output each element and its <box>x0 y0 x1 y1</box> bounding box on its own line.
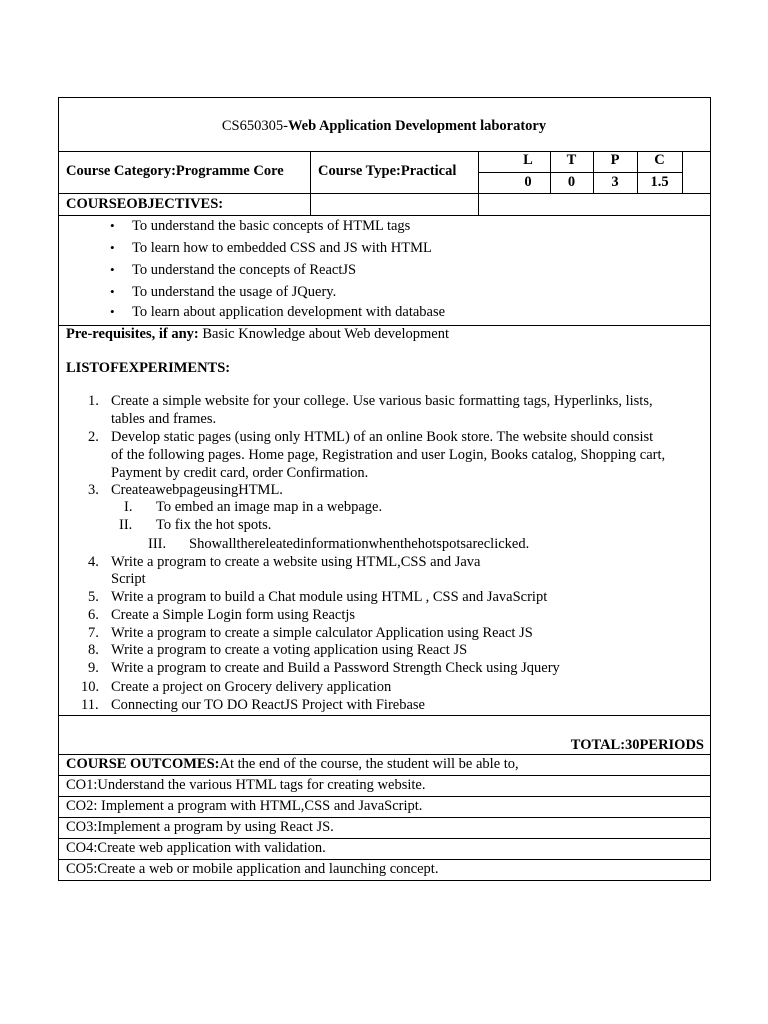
ltpc-value-t: 0 <box>567 174 576 190</box>
experiment-text: Develop static pages (using only HTML) of an online Book store. The website should consist <box>111 429 654 445</box>
experiment-number: 6. <box>88 607 99 623</box>
bullet: • <box>110 284 115 299</box>
course-outcome-item: CO1:Understand the various HTML tags for creating website. <box>66 777 426 793</box>
experiment-number: 7. <box>88 625 99 641</box>
ltpc-label-l: L <box>523 152 533 168</box>
prerequisites-text: Basic Knowledge about Web development <box>198 326 450 342</box>
experiment-text: Write a program to build a Chat module using HTML , CSS and JavaScript <box>111 589 548 605</box>
total-periods: TOTAL:30PERIODS <box>570 737 704 753</box>
bullet: • <box>110 262 115 277</box>
experiment-number: 4. <box>88 554 99 570</box>
bullet: • <box>110 304 115 319</box>
experiments-heading: LISTOFEXPERIMENTS: <box>66 360 231 376</box>
experiment-number: 10. <box>81 679 100 695</box>
course-outcome-item: CO4:Create web application with validation. <box>66 840 326 856</box>
table-rule <box>310 151 311 215</box>
ltpc-value-l: 0 <box>524 174 532 190</box>
experiment-text: Create a Simple Login form using Reactjs <box>111 607 356 623</box>
course-outcome-item: CO3:Implement a program by using React JS. <box>66 819 334 835</box>
objective-item: To understand the usage of JQuery. <box>132 284 337 300</box>
ltpc-label-c: C <box>654 152 665 168</box>
course-outcomes-intro <box>66 755 519 773</box>
experiment-text: CreateawebpageusingHTML. <box>111 482 283 498</box>
experiment-text: Create a simple website for your college. Use various basic formatting tags, Hyperlinks, lists, <box>111 393 653 409</box>
ltpc-label-p: P <box>610 152 620 168</box>
experiment-text: Script <box>111 571 146 587</box>
prerequisites <box>66 325 449 343</box>
course-category: Course Category:Programme Core <box>66 163 284 179</box>
experiment-subitem-number: I. <box>124 499 133 515</box>
bullet: • <box>110 240 115 255</box>
table-rule <box>58 215 711 216</box>
experiment-text: tables and frames. <box>111 411 217 427</box>
ltpc-label-t: T <box>566 152 577 168</box>
course-outcome-item: CO5:Create a web or mobile application and launching concept. <box>66 861 439 877</box>
prerequisites-label: Pre-requisites, if any: <box>66 326 199 342</box>
experiment-text: Payment by credit card, order Confirmation. <box>111 465 369 481</box>
experiment-subitem-text: To embed an image map in a webpage. <box>156 499 383 515</box>
ltpc-value-c: 1.5 <box>650 174 669 190</box>
objectives-heading: COURSEOBJECTIVES: <box>66 196 224 212</box>
experiment-number: 2. <box>88 429 99 445</box>
experiment-text: of the following pages. Home page, Registration and user Login, Books catalog, Shopping cart, <box>111 447 666 463</box>
experiment-text: Write a program to create a voting application using React JS <box>111 642 468 658</box>
experiment-number: 3. <box>88 482 99 498</box>
ltpc-value-p: 3 <box>611 174 619 190</box>
experiment-text: Write a program to create a simple calculator Application using React JS <box>111 625 533 641</box>
objective-item: To learn how to embedded CSS and JS with HTML <box>132 240 432 256</box>
objective-item: To understand the concepts of ReactJS <box>132 262 357 278</box>
course-type: Course Type:Practical <box>318 163 457 179</box>
course-title <box>0 117 768 135</box>
table-rule <box>478 151 479 215</box>
course-outcomes-text: At the end of the course, the student will be able to, <box>219 756 519 772</box>
experiment-subitem-text: To fix the hot spots. <box>156 517 272 533</box>
objective-item: To understand the basic concepts of HTML tags <box>132 218 411 234</box>
objective-item: To learn about application development with database <box>132 304 446 320</box>
experiment-subitem-text: Showallthereleatedinformationwhenthehotspotsareclicked. <box>189 536 530 552</box>
experiment-number: 11. <box>81 697 99 713</box>
course-outcomes-label: COURSE OUTCOMES: <box>66 756 220 772</box>
course-code: CS650305- <box>221 118 288 134</box>
experiment-subitem-number: III. <box>148 536 167 552</box>
table-rule <box>58 193 711 194</box>
experiment-text: Create a project on Grocery delivery application <box>111 679 392 695</box>
experiment-number: 9. <box>88 660 99 676</box>
experiment-number: 8. <box>88 642 99 658</box>
experiment-number: 5. <box>88 589 99 605</box>
experiment-text: Connecting our TO DO ReactJS Project with Firebase <box>111 697 425 713</box>
bullet: • <box>110 218 115 233</box>
table-rule <box>58 715 711 716</box>
experiment-text: Write a program to create a website using HTML,CSS and Java <box>111 554 481 570</box>
experiment-number: 1. <box>88 393 99 409</box>
table-rule <box>682 151 683 193</box>
course-name: Web Application Development laboratory <box>287 118 547 134</box>
experiment-text: Write a program to create and Build a Password Strength Check using Jquery <box>111 660 560 676</box>
course-outcome-item: CO2: Implement a program with HTML,CSS and JavaScript. <box>66 798 423 814</box>
experiment-subitem-number: II. <box>119 517 133 533</box>
